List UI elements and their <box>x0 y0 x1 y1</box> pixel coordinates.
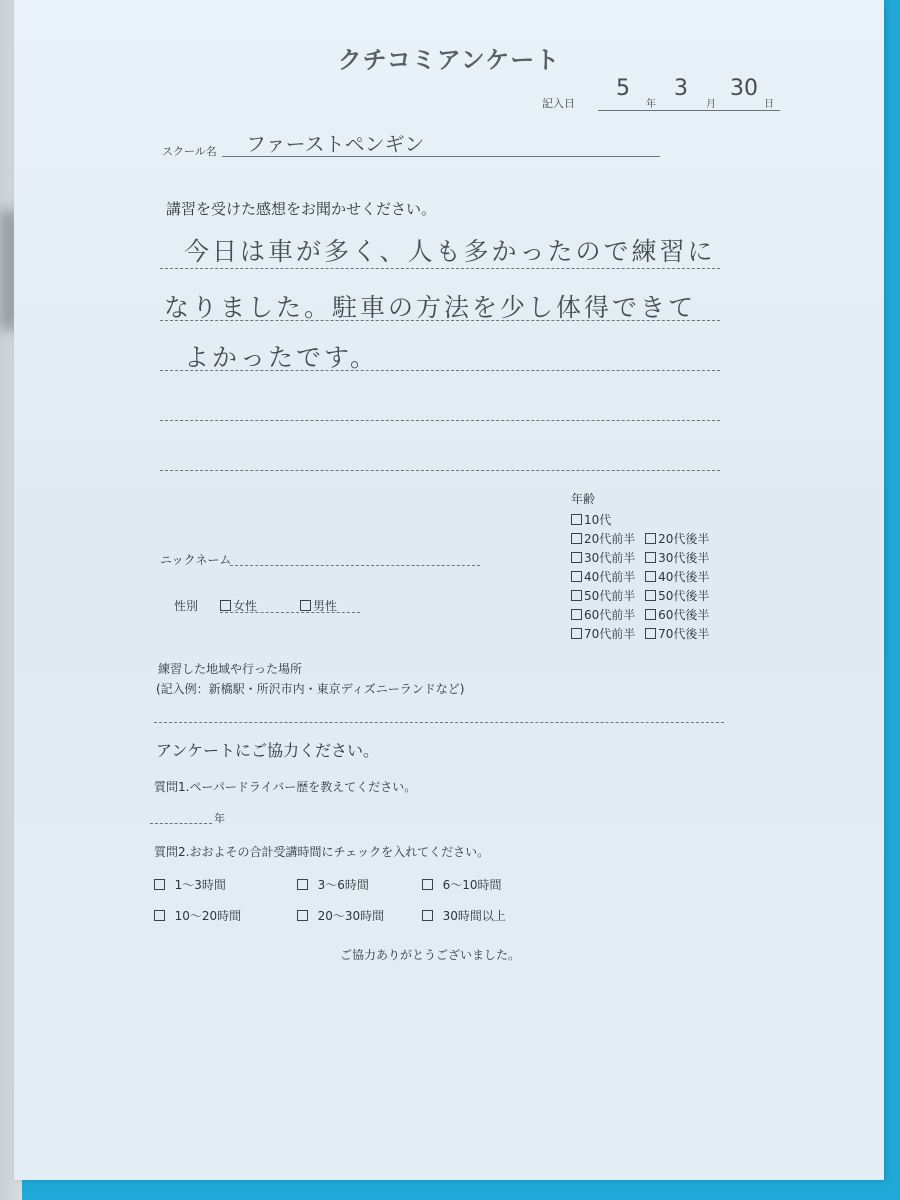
age-checkbox[interactable] <box>571 533 582 544</box>
answer-line-1 <box>160 268 720 269</box>
hours-checkbox[interactable] <box>297 910 308 921</box>
age-checkbox[interactable] <box>645 628 656 639</box>
date-underline <box>598 110 780 111</box>
age-row-30s: 30代前半 30代後半 <box>571 549 709 566</box>
area-label: 練習した地域や行った場所 <box>158 662 303 676</box>
age-row-50s: 50代前半 50代後半 <box>571 587 709 604</box>
age-checkbox[interactable] <box>571 609 582 620</box>
impressions-heading: 講習を受けた感想をお聞かせください。 <box>166 200 437 218</box>
question-2: 質問2.おおよその合計受講時間にチェックを入れてください。 <box>154 845 490 859</box>
age-checkbox[interactable] <box>645 590 656 601</box>
question-1: 質問1.ペーパードライバー歴を教えてください。 <box>154 780 417 794</box>
date-month-value[interactable]: 3 <box>674 76 688 101</box>
hours-option-2[interactable]: 3～6時間 <box>297 876 369 893</box>
hours-checkbox[interactable] <box>422 910 433 921</box>
hours-checkbox[interactable] <box>297 879 308 890</box>
answer-line-2 <box>160 320 720 321</box>
years-field[interactable] <box>150 823 212 824</box>
hours-checkbox[interactable] <box>154 879 165 890</box>
age-checkbox[interactable] <box>645 571 656 582</box>
age-row-70s: 70代前半 70代後半 <box>571 625 709 642</box>
impression-line-3[interactable]: よかったです。 <box>184 343 379 372</box>
gender-underline <box>220 612 360 613</box>
answer-line-5 <box>160 470 720 471</box>
date-day-unit: 日 <box>764 99 774 110</box>
hours-option-5[interactable]: 20～30時間 <box>297 907 384 924</box>
area-field[interactable] <box>154 722 724 723</box>
hours-option-4[interactable]: 10～20時間 <box>154 907 241 924</box>
date-day-value[interactable]: 30 <box>730 76 758 101</box>
impression-line-1[interactable]: 今日は車が多く、人も多かったので練習に <box>184 237 716 266</box>
date-month-unit: 月 <box>706 99 716 110</box>
hours-option-6[interactable]: 30時間以上 <box>422 907 506 924</box>
age-label: 年齢 <box>571 492 596 506</box>
age-row-40s: 40代前半 40代後半 <box>571 568 709 585</box>
survey-heading: アンケートにご協力ください。 <box>156 741 380 760</box>
age-row-10s: 10代 <box>571 511 611 528</box>
hours-checkbox[interactable] <box>422 879 433 890</box>
age-checkbox[interactable] <box>645 533 656 544</box>
age-checkbox[interactable] <box>571 628 582 639</box>
hours-checkbox[interactable] <box>154 910 165 921</box>
age-checkbox[interactable] <box>571 590 582 601</box>
nickname-field[interactable] <box>230 565 480 566</box>
date-year-value[interactable]: 5 <box>616 76 630 101</box>
age-checkbox[interactable] <box>571 514 582 525</box>
form-title: クチコミアンケート <box>337 46 561 74</box>
male-checkbox[interactable] <box>300 600 311 611</box>
school-name-value[interactable]: ファーストペンギン <box>246 132 425 156</box>
age-checkbox[interactable] <box>571 571 582 582</box>
age-checkbox[interactable] <box>645 552 656 563</box>
answer-line-4 <box>160 420 720 421</box>
nickname-label: ニックネーム <box>160 553 232 567</box>
area-example: (記入例：新橋駅・所沢市内・東京ディズニーランドなど) <box>156 682 465 696</box>
school-name-label: スクール名 <box>162 145 217 158</box>
thanks-message: ご協力ありがとうございました。 <box>340 948 521 962</box>
gender-male-option[interactable]: 男性 <box>300 597 337 614</box>
age-checkbox[interactable] <box>645 609 656 620</box>
hours-option-3[interactable]: 6～10時間 <box>422 876 502 893</box>
gender-label: 性別 <box>174 599 199 613</box>
age-row-60s: 60代前半 60代後半 <box>571 606 709 623</box>
date-year-unit: 年 <box>646 99 656 110</box>
years-unit: 年 <box>214 812 225 825</box>
female-checkbox[interactable] <box>220 600 231 611</box>
impression-line-2[interactable]: なりました。駐車の方法を少し体得できて <box>164 293 697 322</box>
age-checkbox[interactable] <box>571 552 582 563</box>
gender-female-option[interactable]: 女性 <box>220 597 257 614</box>
date-label: 記入日 <box>542 97 575 110</box>
hours-option-1[interactable]: 1～3時間 <box>154 876 226 893</box>
survey-sheet <box>14 0 884 1180</box>
age-row-20s: 20代前半 20代後半 <box>571 530 709 547</box>
answer-line-3 <box>160 370 720 371</box>
